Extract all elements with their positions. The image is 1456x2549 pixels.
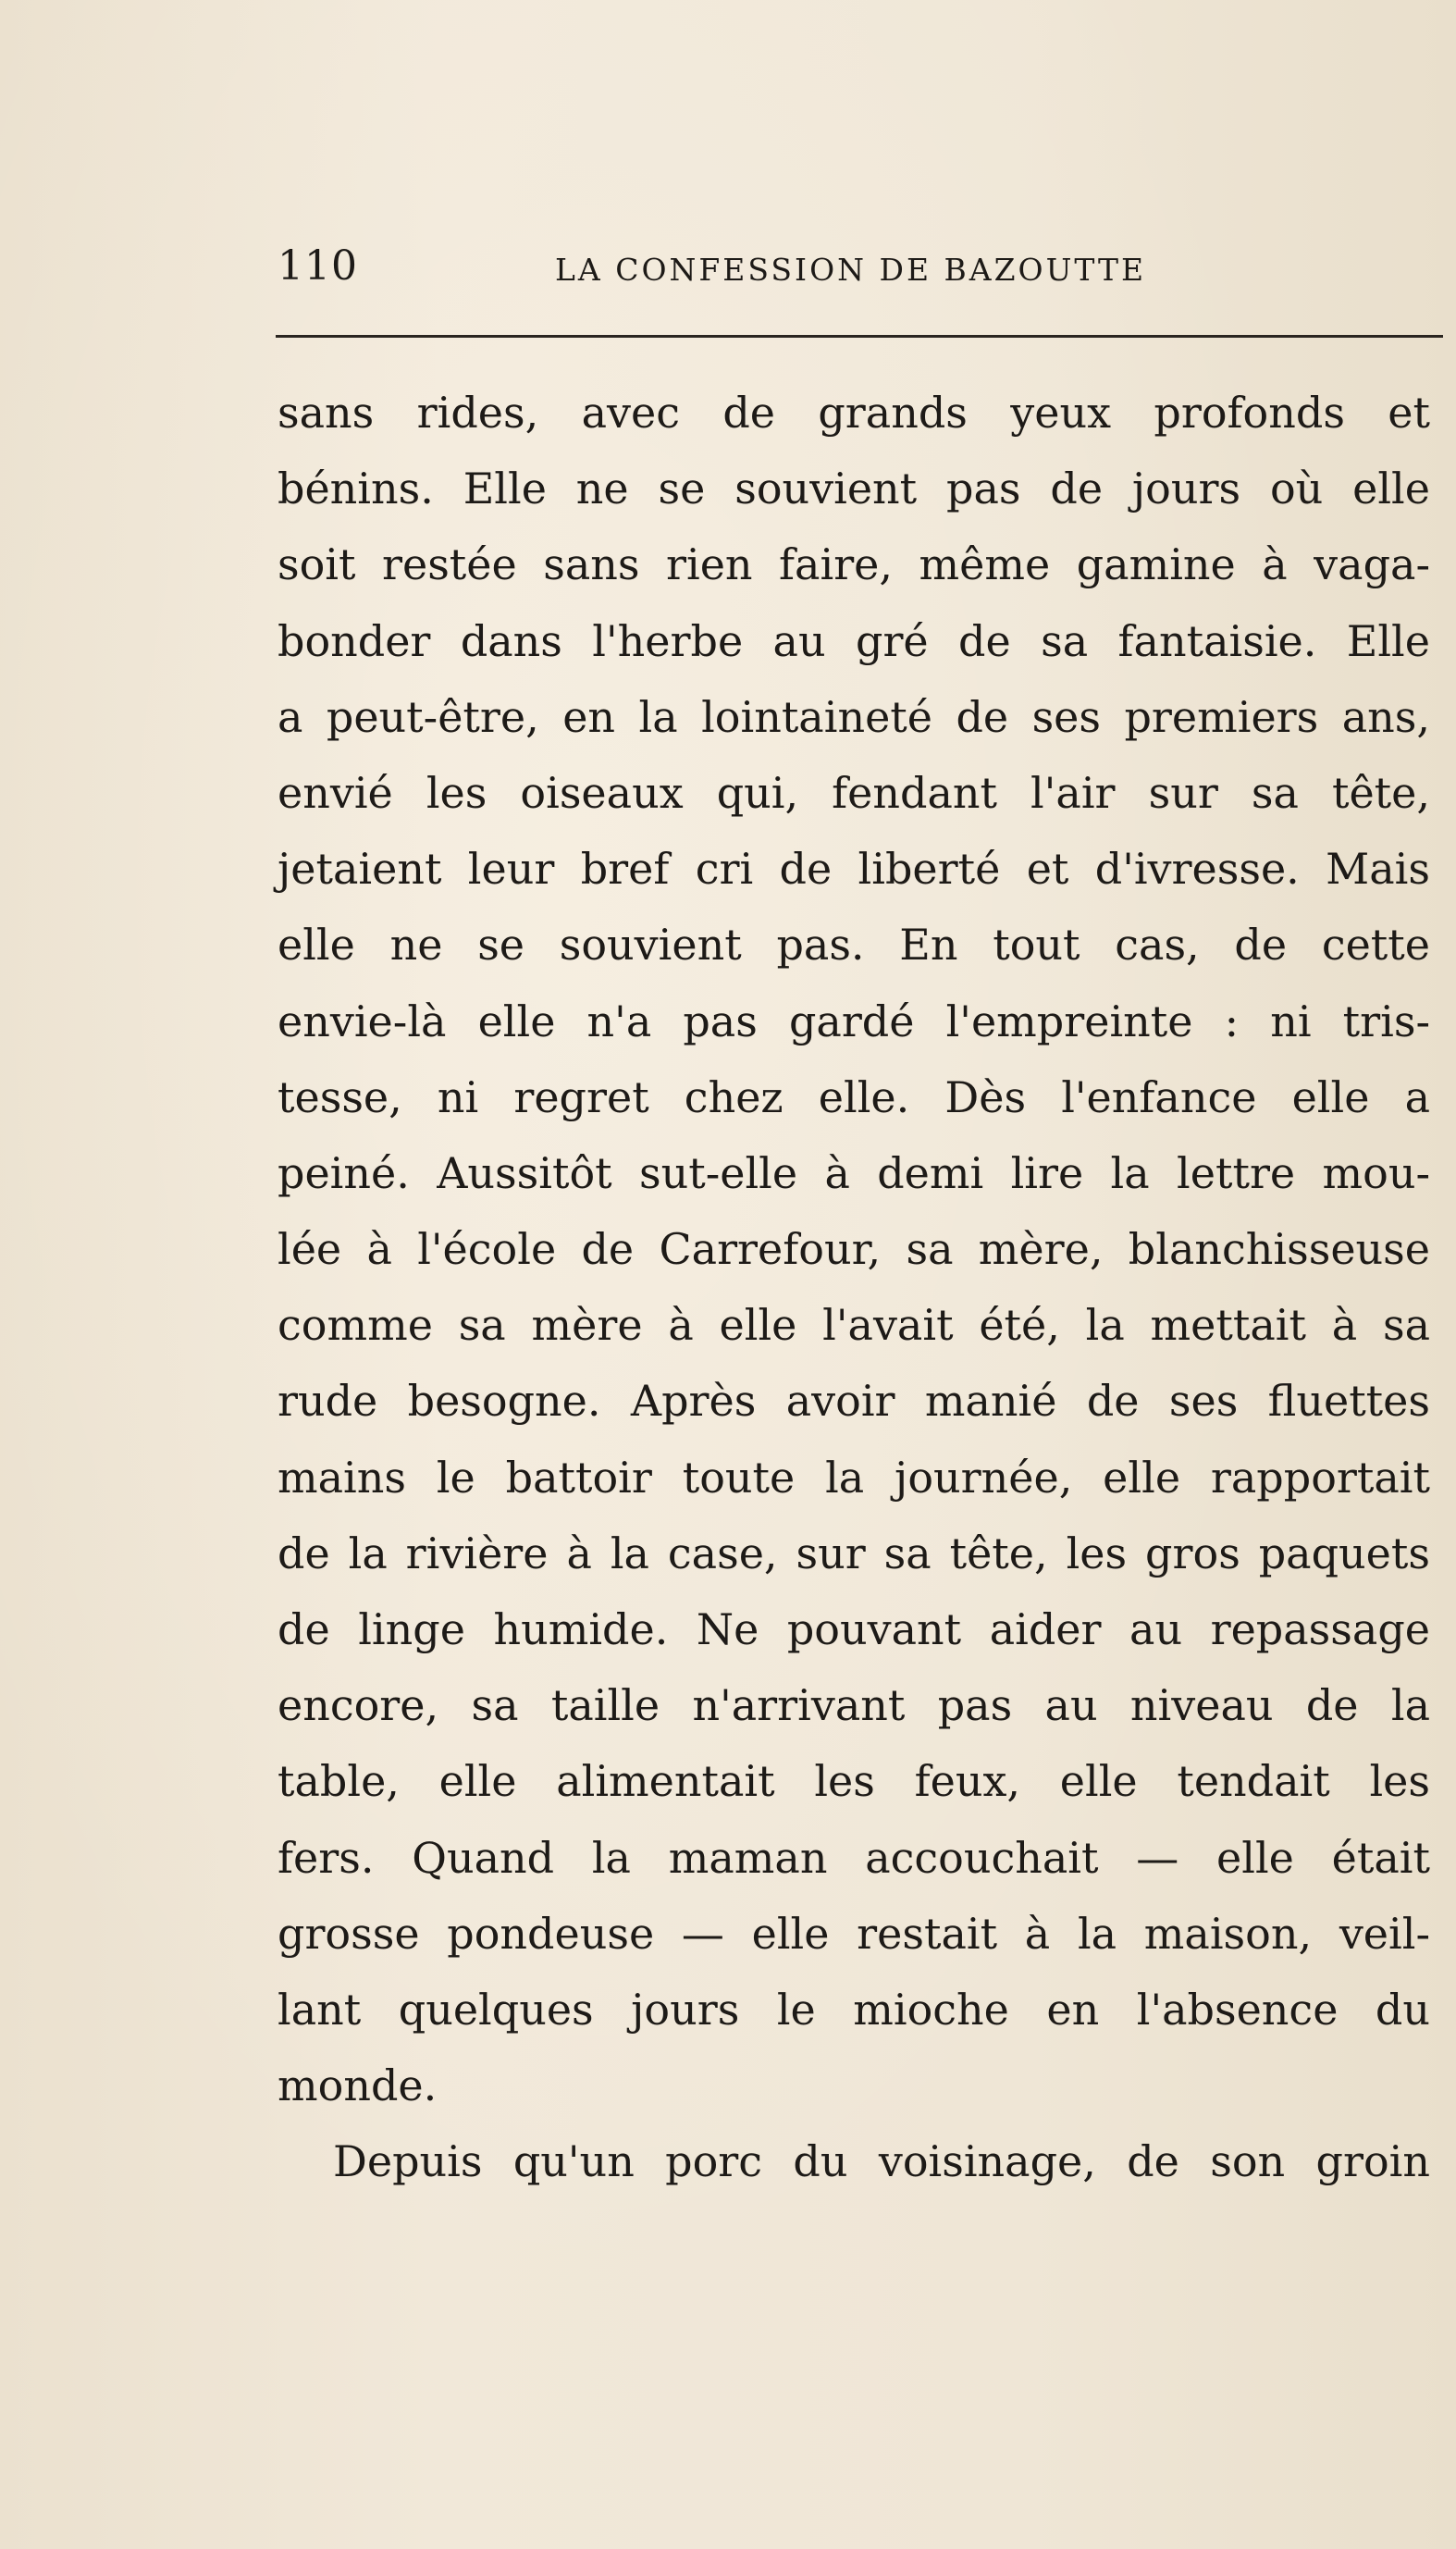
text-line: bonder dans l'herbe au gré de sa fantaisie. Elle [278, 615, 1430, 666]
text-line: rude besogne. Après avoir manié de ses fluettes [278, 1376, 1430, 1427]
text-line: de la rivière à la case, sur sa tête, les gros paquets [278, 1528, 1430, 1578]
text-line: table, elle alimentait les feux, elle tendait les [278, 1756, 1430, 1807]
text-line: Depuis qu'un porc du voisinage, de son groin [333, 2136, 1430, 2187]
text-line: peiné. Aussitôt sut-elle à demi lire la lettre mou- [278, 1147, 1430, 1198]
text-line: lant quelques jours le mioche en l'absence du [278, 1984, 1430, 2035]
text-line: comme sa mère à elle l'avait été, la mettait à sa [278, 1300, 1430, 1351]
text-line: lée à l'école de Carrefour, sa mère, blanchisseuse [278, 1224, 1430, 1275]
text-line: envié les oiseaux qui, fendant l'air sur sa tête, [278, 767, 1430, 818]
text-line: grosse pondeuse — elle restait à la maison, veil- [278, 1908, 1430, 1959]
text-line: tesse, ni regret chez elle. Dès l'enfance elle a [278, 1071, 1430, 1122]
text-line: encore, sa taille n'arrivant pas au niveau de la [278, 1680, 1430, 1731]
text-line: mains le battoir toute la journée, elle rapportait [278, 1452, 1430, 1503]
text-line: elle ne se souvient pas. En tout cas, de cette [278, 920, 1430, 971]
text-line: bénins. Elle ne se souvient pas de jours où elle [278, 464, 1430, 514]
page-number: 110 [278, 242, 358, 290]
text-line: fers. Quand la maman accouchait — elle était [278, 1832, 1430, 1883]
text-line: a peut-être, en la lointaineté de ses premiers ans, [278, 691, 1430, 742]
text-line: monde. [278, 2060, 438, 2111]
text-line: sans rides, avec de grands yeux profonds et [278, 388, 1430, 438]
header-rule [276, 335, 1443, 338]
running-title: LA CONFESSION DE BAZOUTTE [555, 252, 1147, 288]
text-line: soit restée sans rien faire, même gamine à vaga- [278, 539, 1430, 590]
text-line: de linge humide. Ne pouvant aider au repassage [278, 1604, 1430, 1654]
body-text [278, 375, 1430, 2200]
text-line: jetaient leur bref cri de liberté et d'ivresse. Mais [278, 844, 1430, 895]
running-head [278, 242, 1456, 298]
text-line: envie-là elle n'a pas gardé l'empreinte : ni tris- [278, 996, 1430, 1046]
